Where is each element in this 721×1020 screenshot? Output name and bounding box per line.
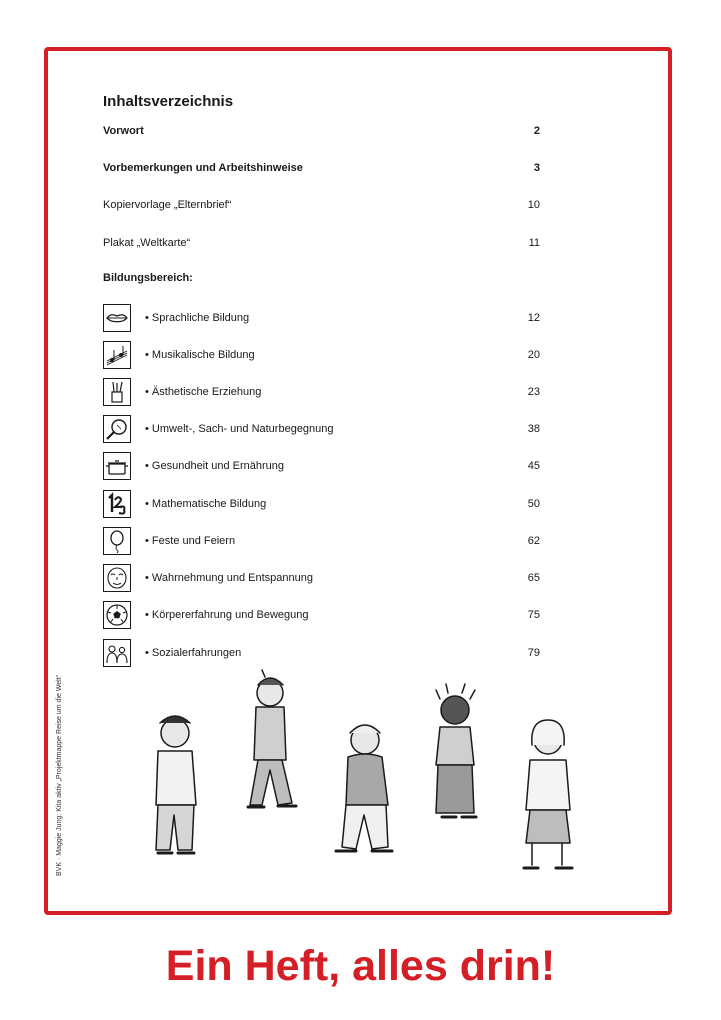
toc-title: Inhaltsverzeichnis	[103, 93, 234, 110]
category-label: • Mathematische Bildung	[145, 498, 528, 510]
category-page: 45	[527, 460, 540, 472]
category-page: 75	[527, 609, 540, 621]
category-row-koerpererfahrung-bewegung[interactable]	[103, 599, 540, 631]
category-page: 23	[527, 386, 540, 398]
balloon-icon	[103, 527, 131, 555]
cooking-pot-icon	[103, 452, 131, 480]
child-figure	[156, 716, 196, 853]
toc-entry[interactable]	[103, 195, 540, 215]
category-row-feste-feiern[interactable]	[103, 525, 540, 557]
category-page: 50	[527, 498, 540, 510]
toc-entry-page: 11	[528, 237, 540, 249]
category-label: • Musikalische Bildung	[145, 349, 528, 361]
child-figure	[524, 720, 572, 868]
category-label: • Feste und Feiern	[145, 535, 528, 547]
tagline: Ein Heft, alles drin!	[165, 942, 556, 990]
magnifier-icon	[103, 415, 131, 443]
children-illustration	[120, 665, 600, 895]
category-label: • Sozialerfahrungen	[145, 647, 528, 659]
category-page: 79	[527, 647, 540, 659]
toc-entry-page: 10	[527, 199, 540, 211]
category-label: • Wahrnehmung und Entspannung	[145, 572, 528, 584]
child-figure	[248, 670, 296, 807]
category-label: • Sprachliche Bildung	[145, 312, 528, 324]
category-row-gesundheit-ernaehrung[interactable]	[103, 450, 540, 482]
toc-entry-label: Kopiervorlage „Elternbrief“	[103, 199, 232, 211]
toc-entry[interactable]	[103, 233, 540, 253]
category-label: • Gesundheit und Ernährung	[145, 460, 528, 472]
toc-entry[interactable]	[103, 158, 540, 178]
child-figure	[336, 725, 392, 851]
toc-entry-label: Plakat „Weltkarte“	[103, 237, 191, 249]
category-page: 62	[527, 535, 540, 547]
copyright-credit: BVK · Maggie Jung: Kita aktiv „Projektmappe Reise um die Welt“	[56, 674, 63, 876]
football-icon	[103, 601, 131, 629]
category-row-mathematische-bildung[interactable]	[103, 488, 540, 520]
category-row-sprachliche-bildung[interactable]	[103, 302, 540, 334]
category-page: 65	[527, 572, 540, 584]
category-row-aesthetische-erziehung[interactable]	[103, 376, 540, 408]
numbers-icon	[103, 490, 131, 518]
brushes-cup-icon	[103, 378, 131, 406]
toc-entry[interactable]	[103, 121, 540, 141]
lips-icon	[103, 304, 131, 332]
category-row-wahrnehmung-entspannung[interactable]	[103, 562, 540, 594]
category-row-musikalische-bildung[interactable]	[103, 339, 540, 371]
child-figure	[436, 684, 476, 817]
toc-entry-page: 3	[533, 162, 540, 174]
music-notes-icon	[103, 341, 131, 369]
category-label: • Umwelt-, Sach- und Naturbegegnung	[145, 423, 528, 435]
category-page: 20	[527, 349, 540, 361]
category-label: • Körpererfahrung und Bewegung	[145, 609, 528, 621]
category-page: 12	[527, 312, 540, 324]
toc-entry-label: Vorwort	[103, 125, 144, 137]
toc-entry-label: Vorbemerkungen und Arbeitshinweise	[103, 162, 303, 174]
toc-entry-page: 2	[533, 125, 540, 137]
people-icon	[103, 639, 131, 667]
category-page: 38	[527, 423, 540, 435]
category-label: • Ästhetische Erziehung	[145, 386, 528, 398]
face-icon	[103, 564, 131, 592]
section-label: Bildungsbereich:	[103, 272, 193, 284]
category-row-umwelt-sach-naturbegegnung[interactable]	[103, 413, 540, 445]
